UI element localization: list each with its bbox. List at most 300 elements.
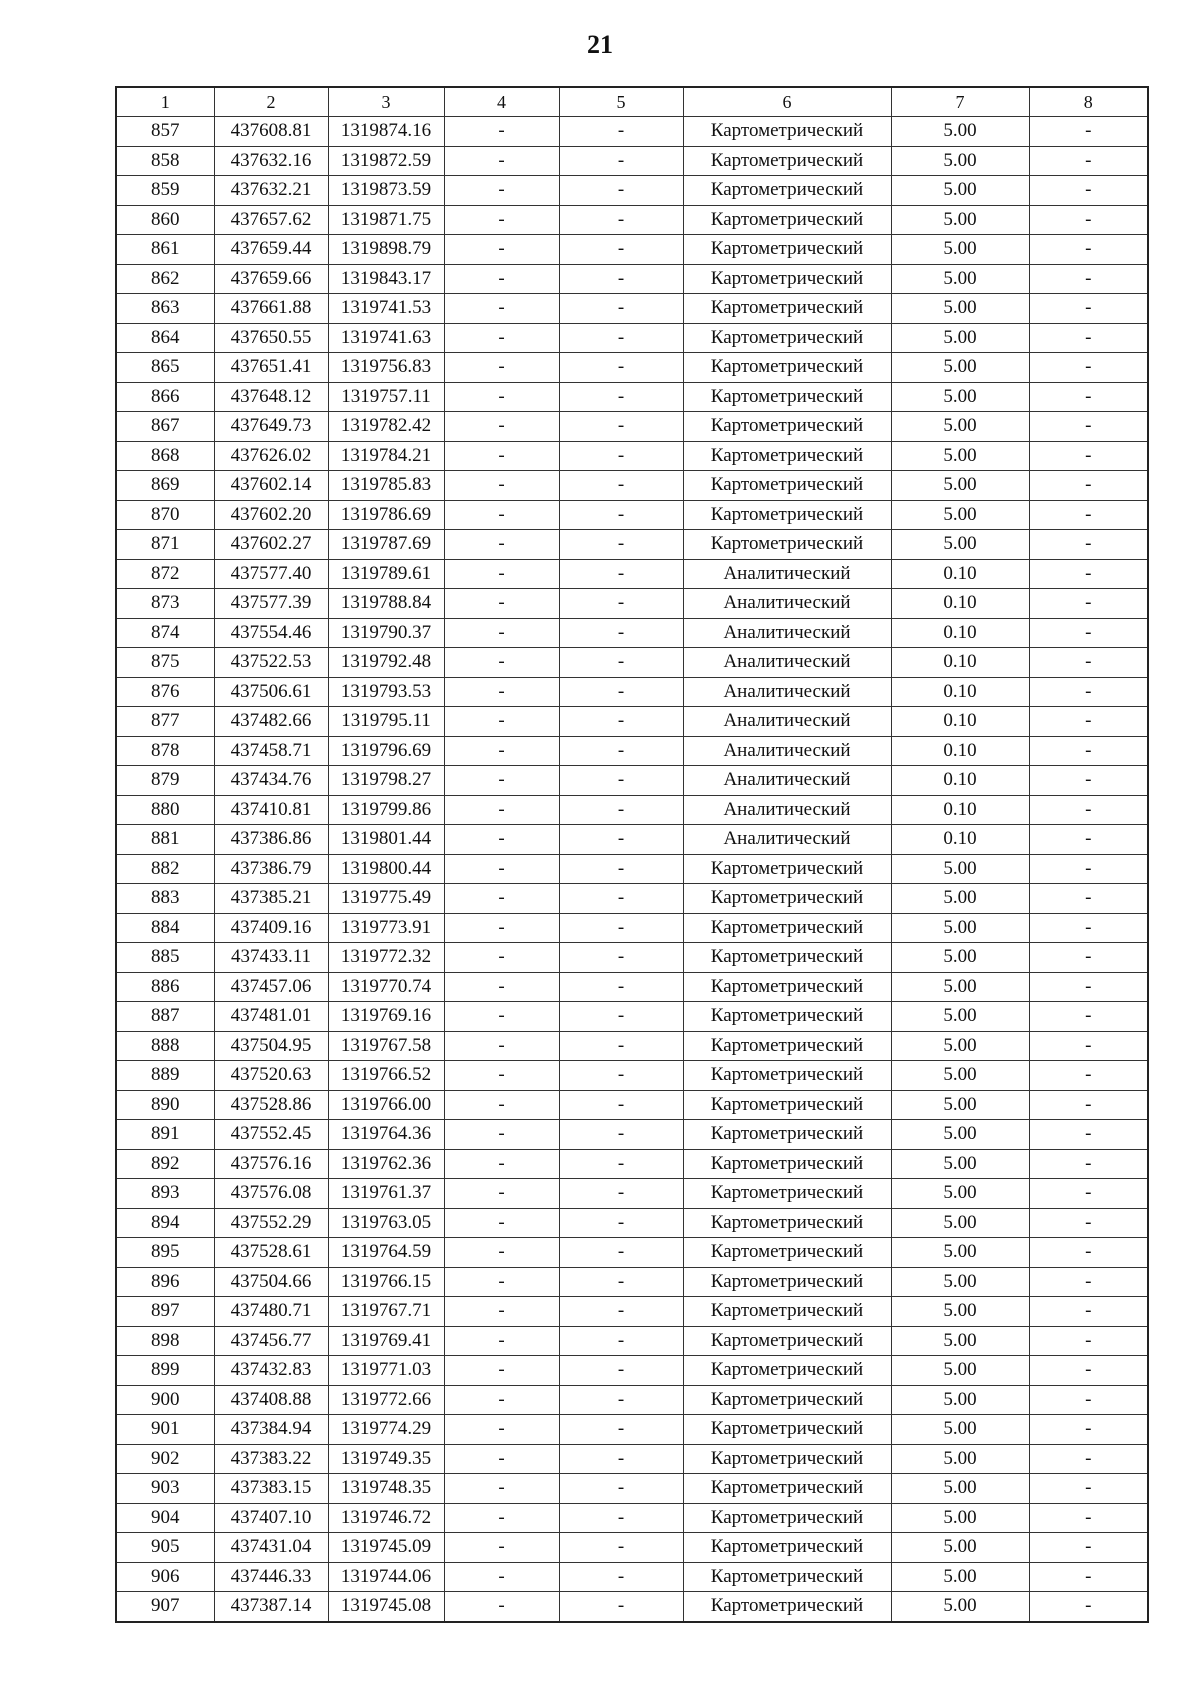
method-cell: Аналитический [683,766,891,796]
column-5-cell: - [559,1267,683,1297]
column-5-cell: - [559,323,683,353]
y-coordinate-cell: 1319746.72 [328,1503,444,1533]
x-coordinate-cell: 437659.66 [214,264,328,294]
table-row [116,205,1148,235]
y-coordinate-cell: 1319766.00 [328,1090,444,1120]
table-row [116,648,1148,678]
accuracy-cell: 5.00 [891,294,1029,324]
method-cell: Картометрический [683,530,891,560]
column-5-cell: - [559,1061,683,1091]
point-number-cell: 886 [116,972,214,1002]
column-8-cell: - [1029,825,1148,855]
column-8-cell: - [1029,1503,1148,1533]
point-number-cell: 901 [116,1415,214,1445]
method-cell: Картометрический [683,943,891,973]
table-row [116,707,1148,737]
column-5-cell: - [559,1031,683,1061]
table-row [116,530,1148,560]
point-number-cell: 880 [116,795,214,825]
column-4-cell: - [444,559,559,589]
point-number-cell: 870 [116,500,214,530]
x-coordinate-cell: 437520.63 [214,1061,328,1091]
x-coordinate-cell: 437632.16 [214,146,328,176]
y-coordinate-cell: 1319767.58 [328,1031,444,1061]
y-coordinate-cell: 1319793.53 [328,677,444,707]
x-coordinate-cell: 437433.11 [214,943,328,973]
method-cell: Картометрический [683,1503,891,1533]
method-cell: Аналитический [683,589,891,619]
column-8-cell: - [1029,648,1148,678]
y-coordinate-cell: 1319748.35 [328,1474,444,1504]
column-8-cell: - [1029,618,1148,648]
column-8-cell: - [1029,1297,1148,1327]
column-8-cell: - [1029,382,1148,412]
x-coordinate-cell: 437528.61 [214,1238,328,1268]
column-4-cell: - [444,648,559,678]
column-4-cell: - [444,1533,559,1563]
method-cell: Картометрический [683,471,891,501]
column-header-6: 6 [683,87,891,117]
column-4-cell: - [444,1061,559,1091]
y-coordinate-cell: 1319801.44 [328,825,444,855]
x-coordinate-cell: 437384.94 [214,1415,328,1445]
table-row [116,1562,1148,1592]
y-coordinate-cell: 1319786.69 [328,500,444,530]
point-number-cell: 906 [116,1562,214,1592]
column-header-5: 5 [559,87,683,117]
column-4-cell: - [444,412,559,442]
table-row [116,1267,1148,1297]
column-4-cell: - [444,1208,559,1238]
accuracy-cell: 5.00 [891,913,1029,943]
accuracy-cell: 5.00 [891,117,1029,147]
point-number-cell: 881 [116,825,214,855]
point-number-cell: 899 [116,1356,214,1386]
method-cell: Аналитический [683,736,891,766]
column-8-cell: - [1029,559,1148,589]
y-coordinate-cell: 1319772.32 [328,943,444,973]
y-coordinate-cell: 1319771.03 [328,1356,444,1386]
accuracy-cell: 5.00 [891,943,1029,973]
y-coordinate-cell: 1319790.37 [328,618,444,648]
column-4-cell: - [444,1592,559,1622]
column-4-cell: - [444,294,559,324]
y-coordinate-cell: 1319766.15 [328,1267,444,1297]
table-row [116,1444,1148,1474]
accuracy-cell: 5.00 [891,1031,1029,1061]
x-coordinate-cell: 437386.79 [214,854,328,884]
point-number-cell: 905 [116,1533,214,1563]
accuracy-cell: 5.00 [891,1474,1029,1504]
point-number-cell: 869 [116,471,214,501]
method-cell: Картометрический [683,146,891,176]
table-row [116,1326,1148,1356]
point-number-cell: 895 [116,1238,214,1268]
accuracy-cell: 0.10 [891,795,1029,825]
table-row [116,1090,1148,1120]
column-4-cell: - [444,707,559,737]
column-5-cell: - [559,618,683,648]
y-coordinate-cell: 1319782.42 [328,412,444,442]
y-coordinate-cell: 1319787.69 [328,530,444,560]
table-row [116,736,1148,766]
x-coordinate-cell: 437504.95 [214,1031,328,1061]
column-5-cell: - [559,677,683,707]
y-coordinate-cell: 1319749.35 [328,1444,444,1474]
accuracy-cell: 5.00 [891,323,1029,353]
column-8-cell: - [1029,1031,1148,1061]
column-5-cell: - [559,972,683,1002]
x-coordinate-cell: 437383.15 [214,1474,328,1504]
method-cell: Картометрический [683,382,891,412]
point-number-cell: 859 [116,176,214,206]
column-5-cell: - [559,884,683,914]
column-4-cell: - [444,1503,559,1533]
x-coordinate-cell: 437383.22 [214,1444,328,1474]
column-5-cell: - [559,1090,683,1120]
table-row [116,1592,1148,1622]
x-coordinate-cell: 437434.76 [214,766,328,796]
accuracy-cell: 5.00 [891,1503,1029,1533]
x-coordinate-cell: 437552.45 [214,1120,328,1150]
accuracy-cell: 5.00 [891,1297,1029,1327]
y-coordinate-cell: 1319764.59 [328,1238,444,1268]
y-coordinate-cell: 1319769.41 [328,1326,444,1356]
column-5-cell: - [559,559,683,589]
column-8-cell: - [1029,1120,1148,1150]
column-4-cell: - [444,1562,559,1592]
point-number-cell: 864 [116,323,214,353]
method-cell: Картометрический [683,500,891,530]
column-4-cell: - [444,530,559,560]
column-4-cell: - [444,1031,559,1061]
column-8-cell: - [1029,530,1148,560]
table-header [116,87,1148,117]
point-number-cell: 884 [116,913,214,943]
table-row [116,235,1148,265]
column-4-cell: - [444,1474,559,1504]
column-header-4: 4 [444,87,559,117]
column-8-cell: - [1029,943,1148,973]
table-row [116,500,1148,530]
x-coordinate-cell: 437432.83 [214,1356,328,1386]
method-cell: Картометрический [683,1444,891,1474]
column-4-cell: - [444,1326,559,1356]
x-coordinate-cell: 437602.27 [214,530,328,560]
y-coordinate-cell: 1319874.16 [328,117,444,147]
accuracy-cell: 5.00 [891,264,1029,294]
x-coordinate-cell: 437650.55 [214,323,328,353]
column-4-cell: - [444,146,559,176]
method-cell: Картометрический [683,854,891,884]
method-cell: Картометрический [683,1297,891,1327]
column-4-cell: - [444,913,559,943]
y-coordinate-cell: 1319757.11 [328,382,444,412]
column-5-cell: - [559,1356,683,1386]
column-4-cell: - [444,1444,559,1474]
x-coordinate-cell: 437504.66 [214,1267,328,1297]
x-coordinate-cell: 437385.21 [214,884,328,914]
table-row [116,1002,1148,1032]
table-row [116,766,1148,796]
x-coordinate-cell: 437661.88 [214,294,328,324]
method-cell: Картометрический [683,323,891,353]
table-row [116,353,1148,383]
method-cell: Картометрический [683,1326,891,1356]
point-number-cell: 860 [116,205,214,235]
method-cell: Картометрический [683,264,891,294]
method-cell: Картометрический [683,1267,891,1297]
x-coordinate-cell: 437632.21 [214,176,328,206]
table-row [116,913,1148,943]
x-coordinate-cell: 437552.29 [214,1208,328,1238]
column-5-cell: - [559,1208,683,1238]
y-coordinate-cell: 1319773.91 [328,913,444,943]
point-number-cell: 907 [116,1592,214,1622]
y-coordinate-cell: 1319798.27 [328,766,444,796]
accuracy-cell: 5.00 [891,1592,1029,1622]
point-number-cell: 894 [116,1208,214,1238]
column-8-cell: - [1029,1090,1148,1120]
point-number-cell: 878 [116,736,214,766]
accuracy-cell: 0.10 [891,589,1029,619]
table-row [116,1179,1148,1209]
method-cell: Картометрический [683,1120,891,1150]
x-coordinate-cell: 437431.04 [214,1533,328,1563]
point-number-cell: 874 [116,618,214,648]
column-8-cell: - [1029,176,1148,206]
table-row [116,1533,1148,1563]
column-5-cell: - [559,1444,683,1474]
column-header-3: 3 [328,87,444,117]
x-coordinate-cell: 437446.33 [214,1562,328,1592]
y-coordinate-cell: 1319785.83 [328,471,444,501]
column-8-cell: - [1029,1179,1148,1209]
point-number-cell: 862 [116,264,214,294]
column-5-cell: - [559,1592,683,1622]
table-row [116,618,1148,648]
point-number-cell: 867 [116,412,214,442]
column-8-cell: - [1029,1149,1148,1179]
accuracy-cell: 5.00 [891,1061,1029,1091]
column-5-cell: - [559,530,683,560]
x-coordinate-cell: 437528.86 [214,1090,328,1120]
column-8-cell: - [1029,1415,1148,1445]
y-coordinate-cell: 1319741.63 [328,323,444,353]
column-5-cell: - [559,264,683,294]
accuracy-cell: 0.10 [891,707,1029,737]
x-coordinate-cell: 437480.71 [214,1297,328,1327]
column-4-cell: - [444,382,559,412]
table-row [116,1385,1148,1415]
column-8-cell: - [1029,854,1148,884]
accuracy-cell: 5.00 [891,884,1029,914]
accuracy-cell: 0.10 [891,559,1029,589]
column-8-cell: - [1029,736,1148,766]
column-5-cell: - [559,146,683,176]
column-header-8: 8 [1029,87,1148,117]
table-row [116,264,1148,294]
x-coordinate-cell: 437458.71 [214,736,328,766]
column-5-cell: - [559,441,683,471]
table-row [116,884,1148,914]
column-4-cell: - [444,1356,559,1386]
x-coordinate-cell: 437577.39 [214,589,328,619]
column-5-cell: - [559,176,683,206]
column-5-cell: - [559,1120,683,1150]
column-4-cell: - [444,677,559,707]
accuracy-cell: 5.00 [891,1326,1029,1356]
column-5-cell: - [559,1474,683,1504]
column-8-cell: - [1029,146,1148,176]
x-coordinate-cell: 437659.44 [214,235,328,265]
accuracy-cell: 0.10 [891,736,1029,766]
y-coordinate-cell: 1319763.05 [328,1208,444,1238]
method-cell: Картометрический [683,1090,891,1120]
table-row [116,1120,1148,1150]
accuracy-cell: 5.00 [891,471,1029,501]
y-coordinate-cell: 1319762.36 [328,1149,444,1179]
x-coordinate-cell: 437554.46 [214,618,328,648]
table-row [116,1474,1148,1504]
column-4-cell: - [444,589,559,619]
table-row [116,1031,1148,1061]
column-8-cell: - [1029,294,1148,324]
column-4-cell: - [444,1120,559,1150]
column-8-cell: - [1029,677,1148,707]
column-4-cell: - [444,1090,559,1120]
table-row [116,1415,1148,1445]
y-coordinate-cell: 1319761.37 [328,1179,444,1209]
accuracy-cell: 5.00 [891,1208,1029,1238]
column-4-cell: - [444,1149,559,1179]
column-8-cell: - [1029,323,1148,353]
point-number-cell: 885 [116,943,214,973]
x-coordinate-cell: 437387.14 [214,1592,328,1622]
point-number-cell: 865 [116,353,214,383]
method-cell: Картометрический [683,1562,891,1592]
point-number-cell: 897 [116,1297,214,1327]
x-coordinate-cell: 437408.88 [214,1385,328,1415]
column-4-cell: - [444,353,559,383]
accuracy-cell: 0.10 [891,677,1029,707]
column-header-7: 7 [891,87,1029,117]
table-row [116,677,1148,707]
column-4-cell: - [444,825,559,855]
column-5-cell: - [559,1149,683,1179]
method-cell: Аналитический [683,559,891,589]
x-coordinate-cell: 437576.16 [214,1149,328,1179]
method-cell: Картометрический [683,972,891,1002]
point-number-cell: 883 [116,884,214,914]
point-number-cell: 863 [116,294,214,324]
accuracy-cell: 0.10 [891,825,1029,855]
table-row [116,972,1148,1002]
table-row [116,382,1148,412]
accuracy-cell: 5.00 [891,176,1029,206]
y-coordinate-cell: 1319843.17 [328,264,444,294]
column-4-cell: - [444,264,559,294]
accuracy-cell: 5.00 [891,205,1029,235]
method-cell: Аналитический [683,648,891,678]
x-coordinate-cell: 437648.12 [214,382,328,412]
table-row [116,294,1148,324]
y-coordinate-cell: 1319792.48 [328,648,444,678]
column-8-cell: - [1029,205,1148,235]
column-8-cell: - [1029,353,1148,383]
column-8-cell: - [1029,972,1148,1002]
accuracy-cell: 5.00 [891,1356,1029,1386]
column-4-cell: - [444,500,559,530]
method-cell: Картометрический [683,1474,891,1504]
column-5-cell: - [559,382,683,412]
column-8-cell: - [1029,884,1148,914]
method-cell: Картометрический [683,913,891,943]
accuracy-cell: 5.00 [891,1267,1029,1297]
column-8-cell: - [1029,1562,1148,1592]
table-row [116,1149,1148,1179]
column-4-cell: - [444,884,559,914]
y-coordinate-cell: 1319799.86 [328,795,444,825]
table-row [116,1503,1148,1533]
accuracy-cell: 5.00 [891,1149,1029,1179]
column-8-cell: - [1029,500,1148,530]
column-8-cell: - [1029,1238,1148,1268]
header-row [116,87,1148,117]
column-4-cell: - [444,176,559,206]
column-5-cell: - [559,707,683,737]
y-coordinate-cell: 1319872.59 [328,146,444,176]
method-cell: Аналитический [683,677,891,707]
x-coordinate-cell: 437522.53 [214,648,328,678]
column-5-cell: - [559,1503,683,1533]
column-4-cell: - [444,766,559,796]
column-4-cell: - [444,795,559,825]
point-number-cell: 904 [116,1503,214,1533]
method-cell: Картометрический [683,1592,891,1622]
column-header-2: 2 [214,87,328,117]
point-number-cell: 889 [116,1061,214,1091]
point-number-cell: 879 [116,766,214,796]
column-4-cell: - [444,1267,559,1297]
column-5-cell: - [559,205,683,235]
method-cell: Аналитический [683,795,891,825]
column-4-cell: - [444,854,559,884]
y-coordinate-cell: 1319774.29 [328,1415,444,1445]
accuracy-cell: 5.00 [891,382,1029,412]
column-5-cell: - [559,854,683,884]
x-coordinate-cell: 437577.40 [214,559,328,589]
y-coordinate-cell: 1319898.79 [328,235,444,265]
column-4-cell: - [444,323,559,353]
column-5-cell: - [559,353,683,383]
column-8-cell: - [1029,1474,1148,1504]
accuracy-cell: 0.10 [891,618,1029,648]
column-8-cell: - [1029,1533,1148,1563]
column-8-cell: - [1029,1444,1148,1474]
column-5-cell: - [559,795,683,825]
method-cell: Аналитический [683,825,891,855]
x-coordinate-cell: 437608.81 [214,117,328,147]
point-number-cell: 902 [116,1444,214,1474]
x-coordinate-cell: 437386.86 [214,825,328,855]
y-coordinate-cell: 1319795.11 [328,707,444,737]
y-coordinate-cell: 1319766.52 [328,1061,444,1091]
column-5-cell: - [559,913,683,943]
column-4-cell: - [444,943,559,973]
y-coordinate-cell: 1319800.44 [328,854,444,884]
accuracy-cell: 5.00 [891,1415,1029,1445]
